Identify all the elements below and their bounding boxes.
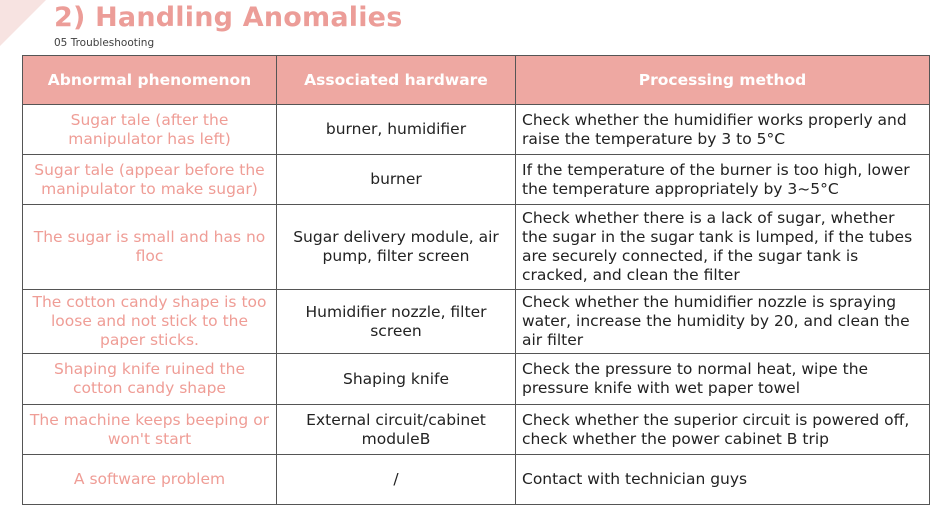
table-row [23, 155, 930, 205]
table-row [23, 354, 930, 405]
page-title: 2) Handling Anomalies [54, 2, 403, 33]
header-row [23, 56, 930, 105]
table-row [23, 205, 930, 290]
corner-decoration [0, 0, 46, 46]
method-cell: Contact with technician guys [516, 455, 930, 505]
method-cell: Check the pressure to normal heat, wipe the pressure knife with wet paper towel [516, 354, 930, 405]
table-header [23, 56, 930, 105]
table-row [23, 290, 930, 354]
hardware-cell: Sugar delivery module, air pump, filter screen [277, 205, 516, 290]
table-row [23, 405, 930, 455]
troubleshooting-table [22, 55, 930, 505]
table-body [23, 105, 930, 505]
column-header-phenomenon: Abnormal phenomenon [23, 56, 277, 105]
phenomenon-cell: Shaping knife ruined the cotton candy shape [23, 354, 277, 405]
column-header-hardware: Associated hardware [277, 56, 516, 105]
method-cell: Check whether the superior circuit is powered off, check whether the power cabinet B trip [516, 405, 930, 455]
column-header-method: Processing method [516, 56, 930, 105]
method-cell: Check whether the humidifier works properly and raise the temperature by 3 to 5°C [516, 105, 930, 155]
hardware-cell: Humidifier nozzle, filter screen [277, 290, 516, 354]
section-subtitle: 05 Troubleshooting [54, 37, 155, 49]
hardware-cell: / [277, 455, 516, 505]
hardware-cell: Shaping knife [277, 354, 516, 405]
phenomenon-cell: A software problem [23, 455, 277, 505]
method-cell: Check whether the humidifier nozzle is spraying water, increase the humidity by 20, and clean the air filter [516, 290, 930, 354]
method-cell: If the temperature of the burner is too high, lower the temperature appropriately by 3~5°C [516, 155, 930, 205]
phenomenon-cell: Sugar tale (after the manipulator has left) [23, 105, 277, 155]
hardware-cell: burner, humidifier [277, 105, 516, 155]
phenomenon-cell: The machine keeps beeping or won't start [23, 405, 277, 455]
method-cell: Check whether there is a lack of sugar, whether the sugar in the sugar tank is lumped, if the tubes are securely connected, if the sugar tank is cracked, and clean the filter [516, 205, 930, 290]
hardware-cell: External circuit/cabinet moduleB [277, 405, 516, 455]
phenomenon-cell: The cotton candy shape is too loose and not stick to the paper sticks. [23, 290, 277, 354]
hardware-cell: burner [277, 155, 516, 205]
table-row [23, 455, 930, 505]
table-row [23, 105, 930, 155]
phenomenon-cell: The sugar is small and has no floc [23, 205, 277, 290]
phenomenon-cell: Sugar tale (appear before the manipulator to make sugar) [23, 155, 277, 205]
